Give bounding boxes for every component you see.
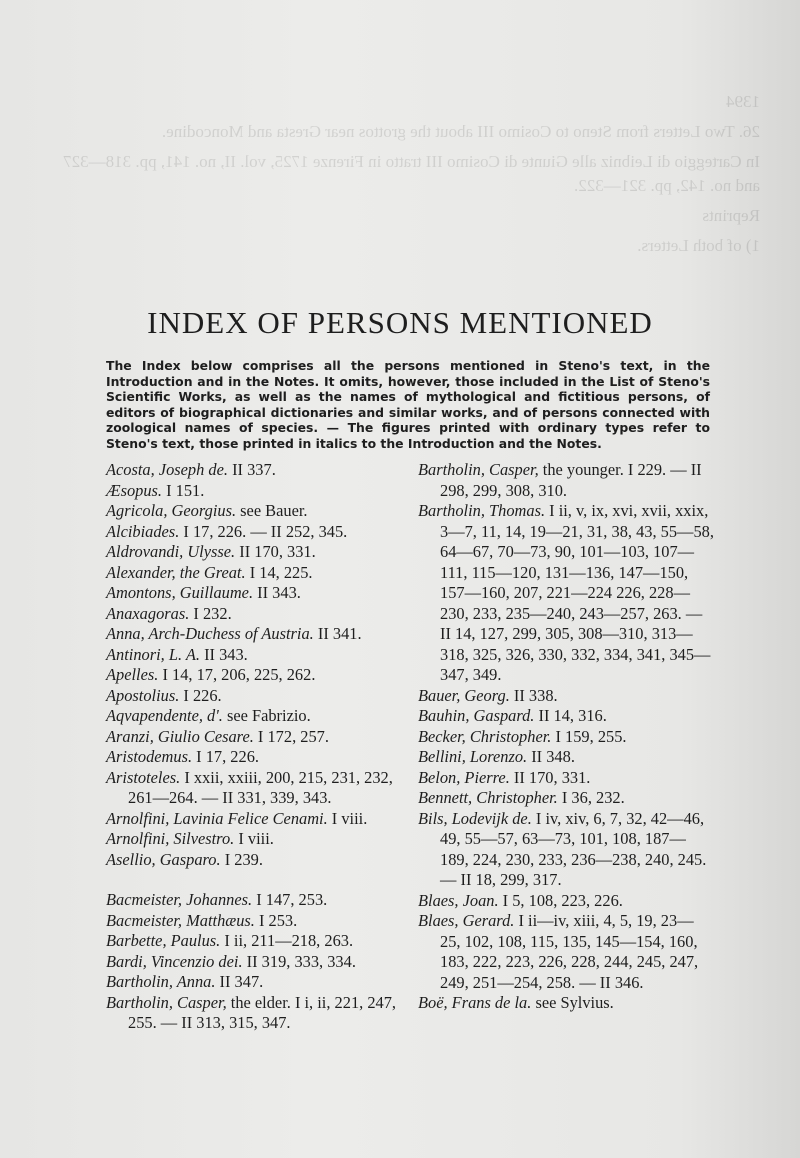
index-entry — [106, 747, 406, 768]
entry-name: Bacmeister, Matthæus. — [106, 910, 255, 930]
entry-name: Æsopus. — [106, 480, 163, 500]
entry-name: Aranzi, Giulio Cesare. — [106, 726, 254, 746]
index-entry — [106, 604, 406, 625]
entry-name: Aldrovandi, Ulysse. — [106, 542, 236, 561]
entry-references: II 343. — [253, 583, 301, 602]
entry-references: I 151. — [162, 480, 205, 500]
entry-references: II 337. — [228, 460, 276, 479]
entry-references: II 347. — [215, 972, 264, 991]
entry-references: I 14, 17, 206, 225, 262. — [158, 665, 316, 684]
bleed-through-line: 1) of both Letters. — [637, 236, 760, 255]
entry-references: II 338. — [509, 685, 558, 705]
entry-name: Arnolfini, Silvestro. — [106, 829, 235, 848]
index-entry — [106, 829, 406, 850]
entry-name: Belon, Pierre. — [418, 767, 510, 787]
index-entry — [106, 931, 406, 952]
index-entry — [418, 727, 714, 748]
entry-name: Apostolius. — [106, 685, 180, 705]
entry-references: II 341. — [313, 624, 362, 643]
index-entry — [418, 747, 714, 768]
index-entry — [418, 686, 714, 707]
entry-name: Anna, Arch-Duchess of Austria. — [106, 624, 314, 643]
entry-name: Amontons, Guillaume. — [106, 583, 254, 602]
entry-references: I 232. — [189, 603, 232, 623]
entry-references: I 17, 226. — II 252, 345. — [179, 521, 348, 541]
entry-references: I xxii, xxiii, 200, 215, 231, 232, 261—264. — II 331, 339, 343. — [128, 767, 393, 807]
entry-name: Boë, Frans de la. — [418, 993, 532, 1012]
entry-name: Acosta, Joseph de. — [106, 460, 228, 479]
index-entry — [106, 563, 406, 584]
entry-name: Alcibiades. — [106, 521, 180, 541]
entry-references: I 17, 226. — [192, 747, 259, 766]
index-entry — [106, 645, 406, 666]
entry-references: see Sylvius. — [531, 993, 614, 1012]
bleed-through-line: 26. Two Letters from Steno to Cosimo III about the grottos near Gresta and Moncodine. — [161, 122, 760, 141]
entry-name: Alexander, the Great. — [106, 562, 246, 582]
entry-references: II 170, 331. — [509, 767, 591, 787]
entry-name: Bellini, Lorenzo. — [418, 747, 528, 766]
entry-references: I 159, 255. — [551, 726, 627, 746]
index-entry — [106, 972, 406, 993]
index-entry — [106, 706, 406, 727]
entry-name: Blaes, Gerard. — [418, 911, 515, 930]
index-entry — [106, 501, 406, 522]
index-entry — [418, 706, 714, 727]
index-entry — [418, 460, 714, 501]
index-entry — [106, 583, 406, 604]
page-title: INDEX OF PERSONS MENTIONED — [147, 305, 653, 340]
entry-references: I 239. — [220, 849, 263, 869]
index-entry — [418, 788, 714, 809]
index-entry — [418, 501, 714, 686]
index-column-left — [106, 460, 406, 1034]
entry-name: Aristodemus. — [106, 747, 193, 766]
entry-references: I 14, 225. — [245, 562, 313, 582]
entry-references: I 253. — [254, 910, 298, 930]
index-entry — [418, 891, 714, 912]
entry-references: II 170, 331. — [235, 542, 316, 561]
entry-name: Aqvapendente, d'. — [106, 706, 223, 725]
bleed-through-line: Reprints — [702, 206, 760, 225]
index-entry — [106, 727, 406, 748]
entry-references: see Fabrizio. — [222, 706, 311, 725]
entry-references: II 348. — [527, 747, 575, 766]
index-entry — [106, 522, 406, 543]
entry-name: Barbette, Paulus. — [106, 931, 221, 950]
entry-references: I viii. — [327, 808, 368, 828]
entry-name: Bennett, Christopher. — [418, 788, 558, 807]
entry-name: Bardi, Vincenzio dei. — [106, 951, 243, 971]
index-entry — [106, 686, 406, 707]
entry-references: the elder. I i, ii, 221, 247, 255. — II 313, 315, 347. — [128, 992, 397, 1032]
index-entry — [418, 993, 714, 1014]
entry-references: I 172, 257. — [253, 726, 329, 746]
entry-references: II 343. — [199, 644, 248, 664]
index-entry — [106, 993, 406, 1034]
entry-name: Bauer, Georg. — [418, 685, 510, 705]
entry-name: Antinori, L. A. — [106, 644, 200, 664]
entry-name: Anaxagoras. — [106, 603, 190, 623]
entry-name: Arnolfini, Lavinia Felice Cenami. — [106, 808, 328, 828]
entry-name: Bartholin, Casper, — [106, 992, 227, 1012]
index-entry — [106, 768, 406, 809]
entry-name: Bauhin, Gaspard. — [418, 706, 535, 725]
entry-references: the younger. I 229. — II 298, 299, 308, 310. — [440, 460, 702, 500]
bleed-through-line: 1394 — [726, 92, 760, 111]
entry-references: I ii, v, ix, xvi, xvii, xxix, 3—7, 11, 14, 19—21, 31, 38, 43, 55—58, 64—67, 70—73, 90, 101—103, 107—111, 115—120, 131—136, 147—150, 157—160, 207, 221—224 226, 228—230, 233, 235—240, 243—257, 263. — II 14, 127, 299, 305, 308—310, 313—318, 325, 326, 330, 332, 334, 341, 345—347, 349. — [440, 501, 714, 684]
entry-name: Agricola, Georgius. — [106, 501, 237, 520]
index-entry — [106, 542, 406, 563]
entry-references: I 226. — [179, 685, 222, 705]
entry-references: II 319, 333, 334. — [242, 951, 356, 971]
index-entry — [106, 624, 406, 645]
entry-references: I ii—iv, xiii, 4, 5, 19, 23—25, 102, 108, 115, 135, 145—154, 160, 183, 222, 223, 226, 228, 244, 245, 247, 249, 251—254, 258. — II 346. — [440, 911, 699, 992]
entry-name: Bartholin, Thomas. — [418, 501, 546, 520]
index-entry — [418, 809, 714, 891]
index-entry — [106, 809, 406, 830]
entry-name: Aristoteles. — [106, 767, 181, 787]
entry-references: I iv, xiv, 6, 7, 32, 42—46, 49, 55—57, 63—73, 101, 108, 187—189, 224, 230, 233, 236—238, 240, 245. — II 18, 299, 317. — [440, 808, 707, 889]
entry-references: I ii, 211—218, 263. — [220, 931, 354, 950]
entry-name: Asellio, Gasparo. — [106, 849, 221, 869]
index-entry — [106, 952, 406, 973]
index-entry — [418, 911, 714, 993]
entry-name: Bils, Lodevijk de. — [418, 808, 532, 828]
index-entry — [106, 665, 406, 686]
entry-name: Apelles. — [106, 665, 159, 684]
bleed-through-line: In Carteggio di Leibniz alle Giunte di Cosimo III tratto in Firenze 1725, vol. II, no. 141, pp. 318—327 and no. 142, pp. 321—322. — [63, 152, 760, 195]
index-entry — [106, 481, 406, 502]
entry-name: Bartholin, Anna. — [106, 972, 216, 991]
entry-references: I 5, 108, 223, 226. — [498, 890, 623, 910]
entry-references: I viii. — [234, 829, 274, 848]
entry-name: Blaes, Joan. — [418, 890, 499, 910]
index-entry — [418, 768, 714, 789]
index-entry — [106, 890, 406, 911]
bleed-through-text — [40, 90, 760, 264]
entry-name: Bacmeister, Johannes. — [106, 890, 253, 909]
entry-references: see Bauer. — [236, 501, 308, 520]
entry-references: II 14, 316. — [534, 706, 607, 725]
intro-paragraph: The Index below comprises all the persons mentioned in Steno's text, in the Introduction and in the Notes. It omits, however, those included in the List of Steno's Scientific Works, as well as the names of mythological and fictitious persons, of editors of biographical dictionaries and similar works, and of persons connected with zoological names of species. — The figures printed with ordinary types refer to Steno's text, those printed in italics to the Introduction and the Notes. — [106, 358, 710, 451]
entry-name: Becker, Christopher. — [418, 726, 552, 746]
entry-name: Bartholin, Casper, — [418, 460, 539, 479]
entry-references: I 36, 232. — [557, 788, 625, 807]
index-entry — [106, 460, 406, 481]
index-column-right — [418, 460, 714, 1014]
index-entry — [106, 911, 406, 932]
index-entry — [106, 850, 406, 871]
entry-references: I 147, 253. — [252, 890, 328, 909]
